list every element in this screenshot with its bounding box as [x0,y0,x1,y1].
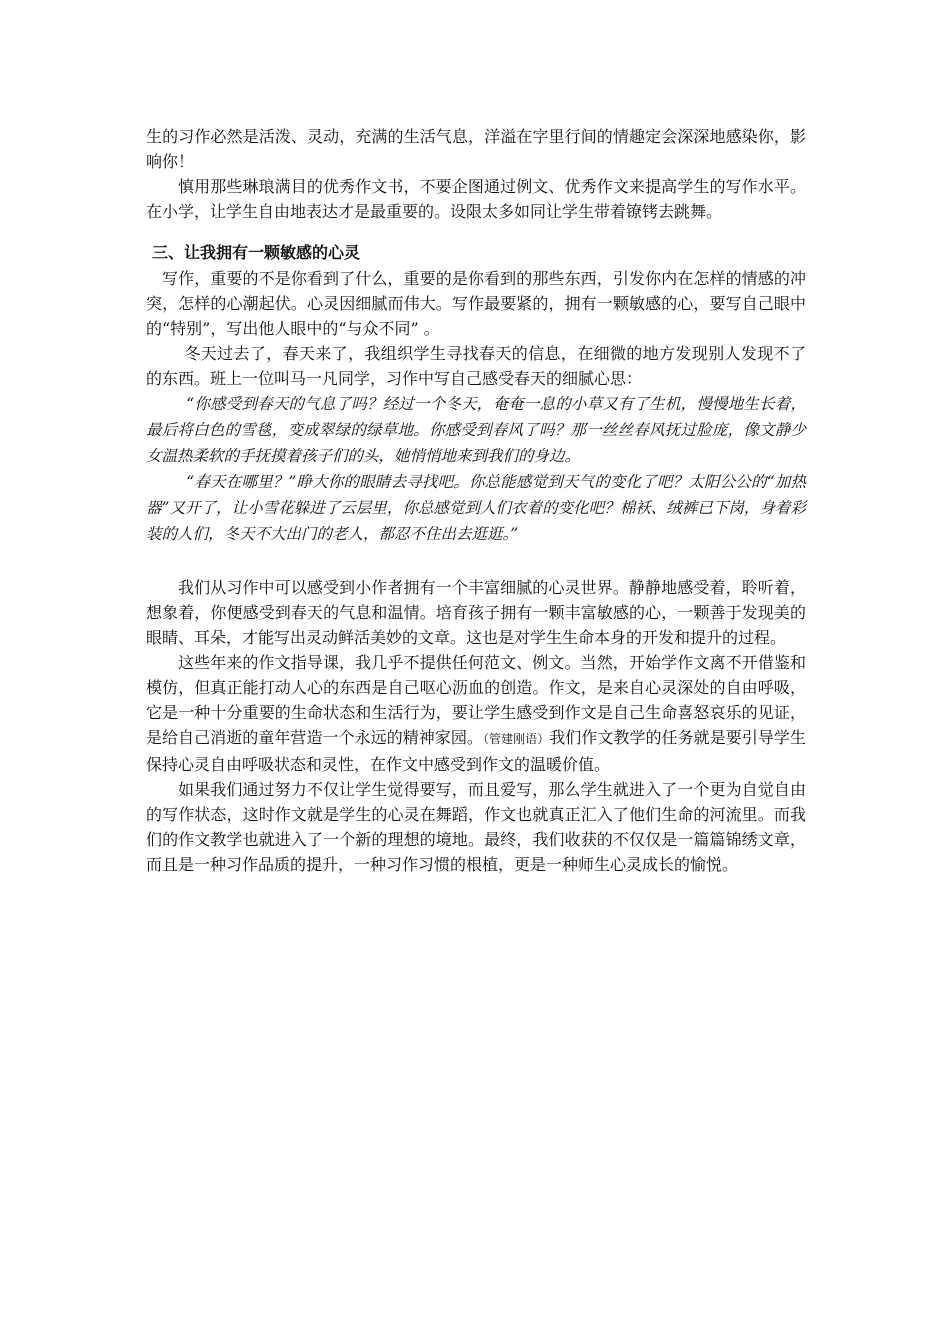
paragraph-conclusion: 如果我们通过努力不仅让学生觉得要写，而且爱写，那么学生就进入了一个更为自觉自由的写作状态，这时作文就是学生的心灵在舞蹈，作文也就真正汇入了他们生命的河流里。而我们的作文教学也就进入了一个新的理想的境地。最终，我们收获的不仅仅是一篇篇锦绣文章，而且是一种习作品质的提升，一种习作习惯的根植，更是一种师生心灵成长的愉悦。 [146,780,806,874]
paragraph-writing-sensitivity: 写作，重要的不是你看到了什么，重要的是你看到的那些东西，引发你内在怎样的情感的冲突，怎样的心潮起伏。心灵因细腻而伟大。写作最要紧的，拥有一颗敏感的心，要写自己眼中的“特别”，写出他人眼中的“与众不同” 。 [146,269,806,338]
document-page [146,124,806,877]
paragraph-guidance-text-a: 这些年来的作文指导课，我几乎不提供任何范文、例文。当然，开始学作文离不开借鉴和模仿，但真正能打动人心的东西是自己呕心沥血的创造。作文，是来自心灵深处的自由呼吸，它是一种十分重要的生命状态和生活行为，要让学生感受到作文是自己生命喜怒哀乐的见证，是给自己消逝的童年营造一个永远的精神家园。 [146,653,806,747]
student-quote-2: “春天在哪里？”睁大你的眼睛去寻找吧。你总能感觉到天气的变化了吧？太阳公公的“加热器”又开了，让小雪花躲进了云层里，你总感觉到人们衣着的变化吧？棉袄、绒裤已下岗，身着彩装的人们，冬天不大出门的老人，都忍不住出去逛逛。” [146,473,806,543]
paragraph-continuation: 生的习作必然是活泼、灵动，充满的生活气息，洋溢在字里行间的情趣定会深深地感染你，影响你！ [146,127,806,171]
spacer [146,547,806,575]
section-heading: 三、让我拥有一颗敏感的心灵 [152,243,361,262]
paragraph-guidance [146,650,806,777]
paragraph-caution: 慎用那些琳琅满目的优秀作文书，不要企图通过例文、优秀作文来提高学生的写作水平。在小学，让学生自由地表达才是最重要的。设限太多如同让学生带着镣铐去跳舞。 [146,177,806,221]
paragraph-reflection: 我们从习作中可以感受到小作者拥有一个丰富细腻的心灵世界。静静地感受着，聆听着，想象着，你便感受到春天的气息和温情。培育孩子拥有一颗丰富敏感的心，一颗善于发现美的眼睛、耳朵，才能写出灵动鲜活美妙的文章。这也是对学生生命本身的开发和提升的过程。 [146,578,806,647]
citation: （管建刚语） [482,732,550,746]
student-quote-1: “你感受到春天的气息了吗？经过一个冬天，奄奄一息的小草又有了生机，慢慢地生长着，最后将白色的雪毯，变成翠绿的绿草地。你感受到春风了吗？那一丝丝春风抚过脸庞，像文静少女温热柔软的手抚摸着孩子们的头，她悄悄地来到我们的身边。 [146,395,806,465]
paragraph-guidance-text-b: 我们作文教学的任务就是要引导学生保持心灵自由呼吸状态和灵性，在作文中感受到作文的温暖价值。 [146,728,806,774]
paragraph-spring-activity: 冬天过去了，春天来了，我组织学生寻找春天的信息，在细微的地方发现别人发现不了的东西。班上一位叫马一凡同学，习作中写自己感受春天的细腻心思： [146,344,806,388]
